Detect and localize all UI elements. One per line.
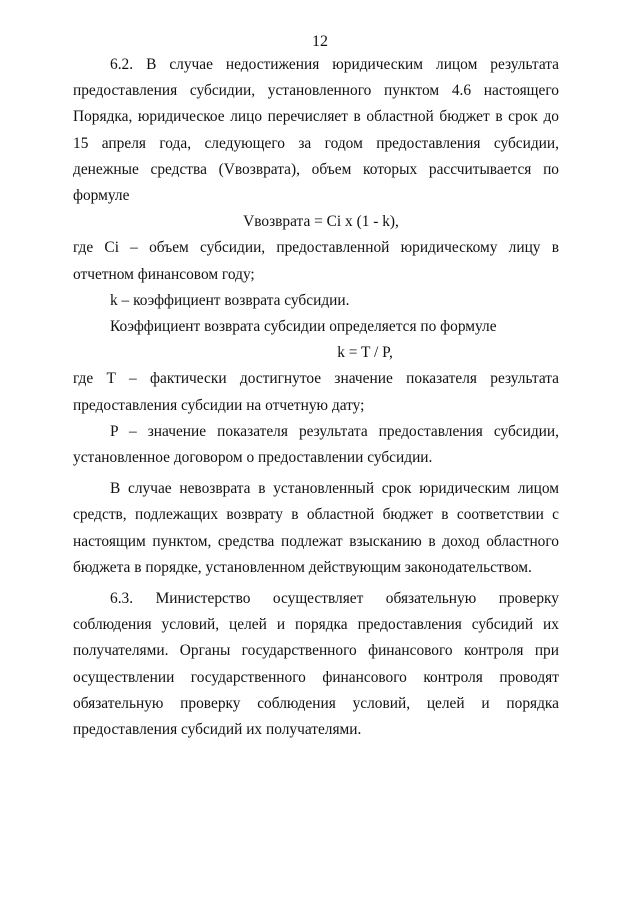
paragraph-k-intro: Коэффициент возврата субсидии определяется по формуле — [110, 318, 497, 336]
formula-v-return: Vвозврата = Ci x (1 - k), — [243, 213, 399, 231]
paragraph-ci-definition: где Ci – объем субсидии, предоставленной юридическому лицу в отчетном финансовом году; — [73, 239, 559, 283]
document-body — [73, 52, 559, 743]
paragraph-6-2: 6.2. В случае недостижения юридическим лицом результата предоставления субсидии, установленного пунктом 4.6 настоящего Порядка, юридическое лицо перечисляет в областной бюджет в срок до 15 апреля года, следующего за годом предоставления субсидии, денежные средства (Vвозврата), объем которых рассчитывается по формуле — [73, 56, 559, 205]
formula-k: k = T / P, — [337, 344, 393, 362]
paragraph-t-definition: где T – фактически достигнутое значение показателя результата предоставления субсидии на отчетную дату; — [73, 370, 559, 414]
paragraph-k-definition: k – коэффициент возврата субсидии. — [110, 291, 350, 309]
paragraph-nonreturn: В случае невозврата в установленный срок юридическим лицом средств, подлежащих возврату в областной бюджет в соответствии с настоящим пунктом, средства подлежат взысканию в доход областного бюджета в порядке, установленном действующим законодательством. — [73, 480, 559, 576]
paragraph-p-definition: P – значение показателя результата предоставления субсидии, установленное договором о предоставлении субсидии. — [73, 422, 559, 467]
paragraph-6-3: 6.3. Министерство осуществляет обязательную проверку соблюдения условий, целей и порядка предоставления субсидий их получателями. Органы государственного финансового контроля при осуществлении государственного финансового контроля проводят обязательную проверку соблюдения условий, целей и порядка предоставления субсидий их получателями. — [73, 590, 559, 739]
page-number: 12 — [312, 33, 328, 50]
